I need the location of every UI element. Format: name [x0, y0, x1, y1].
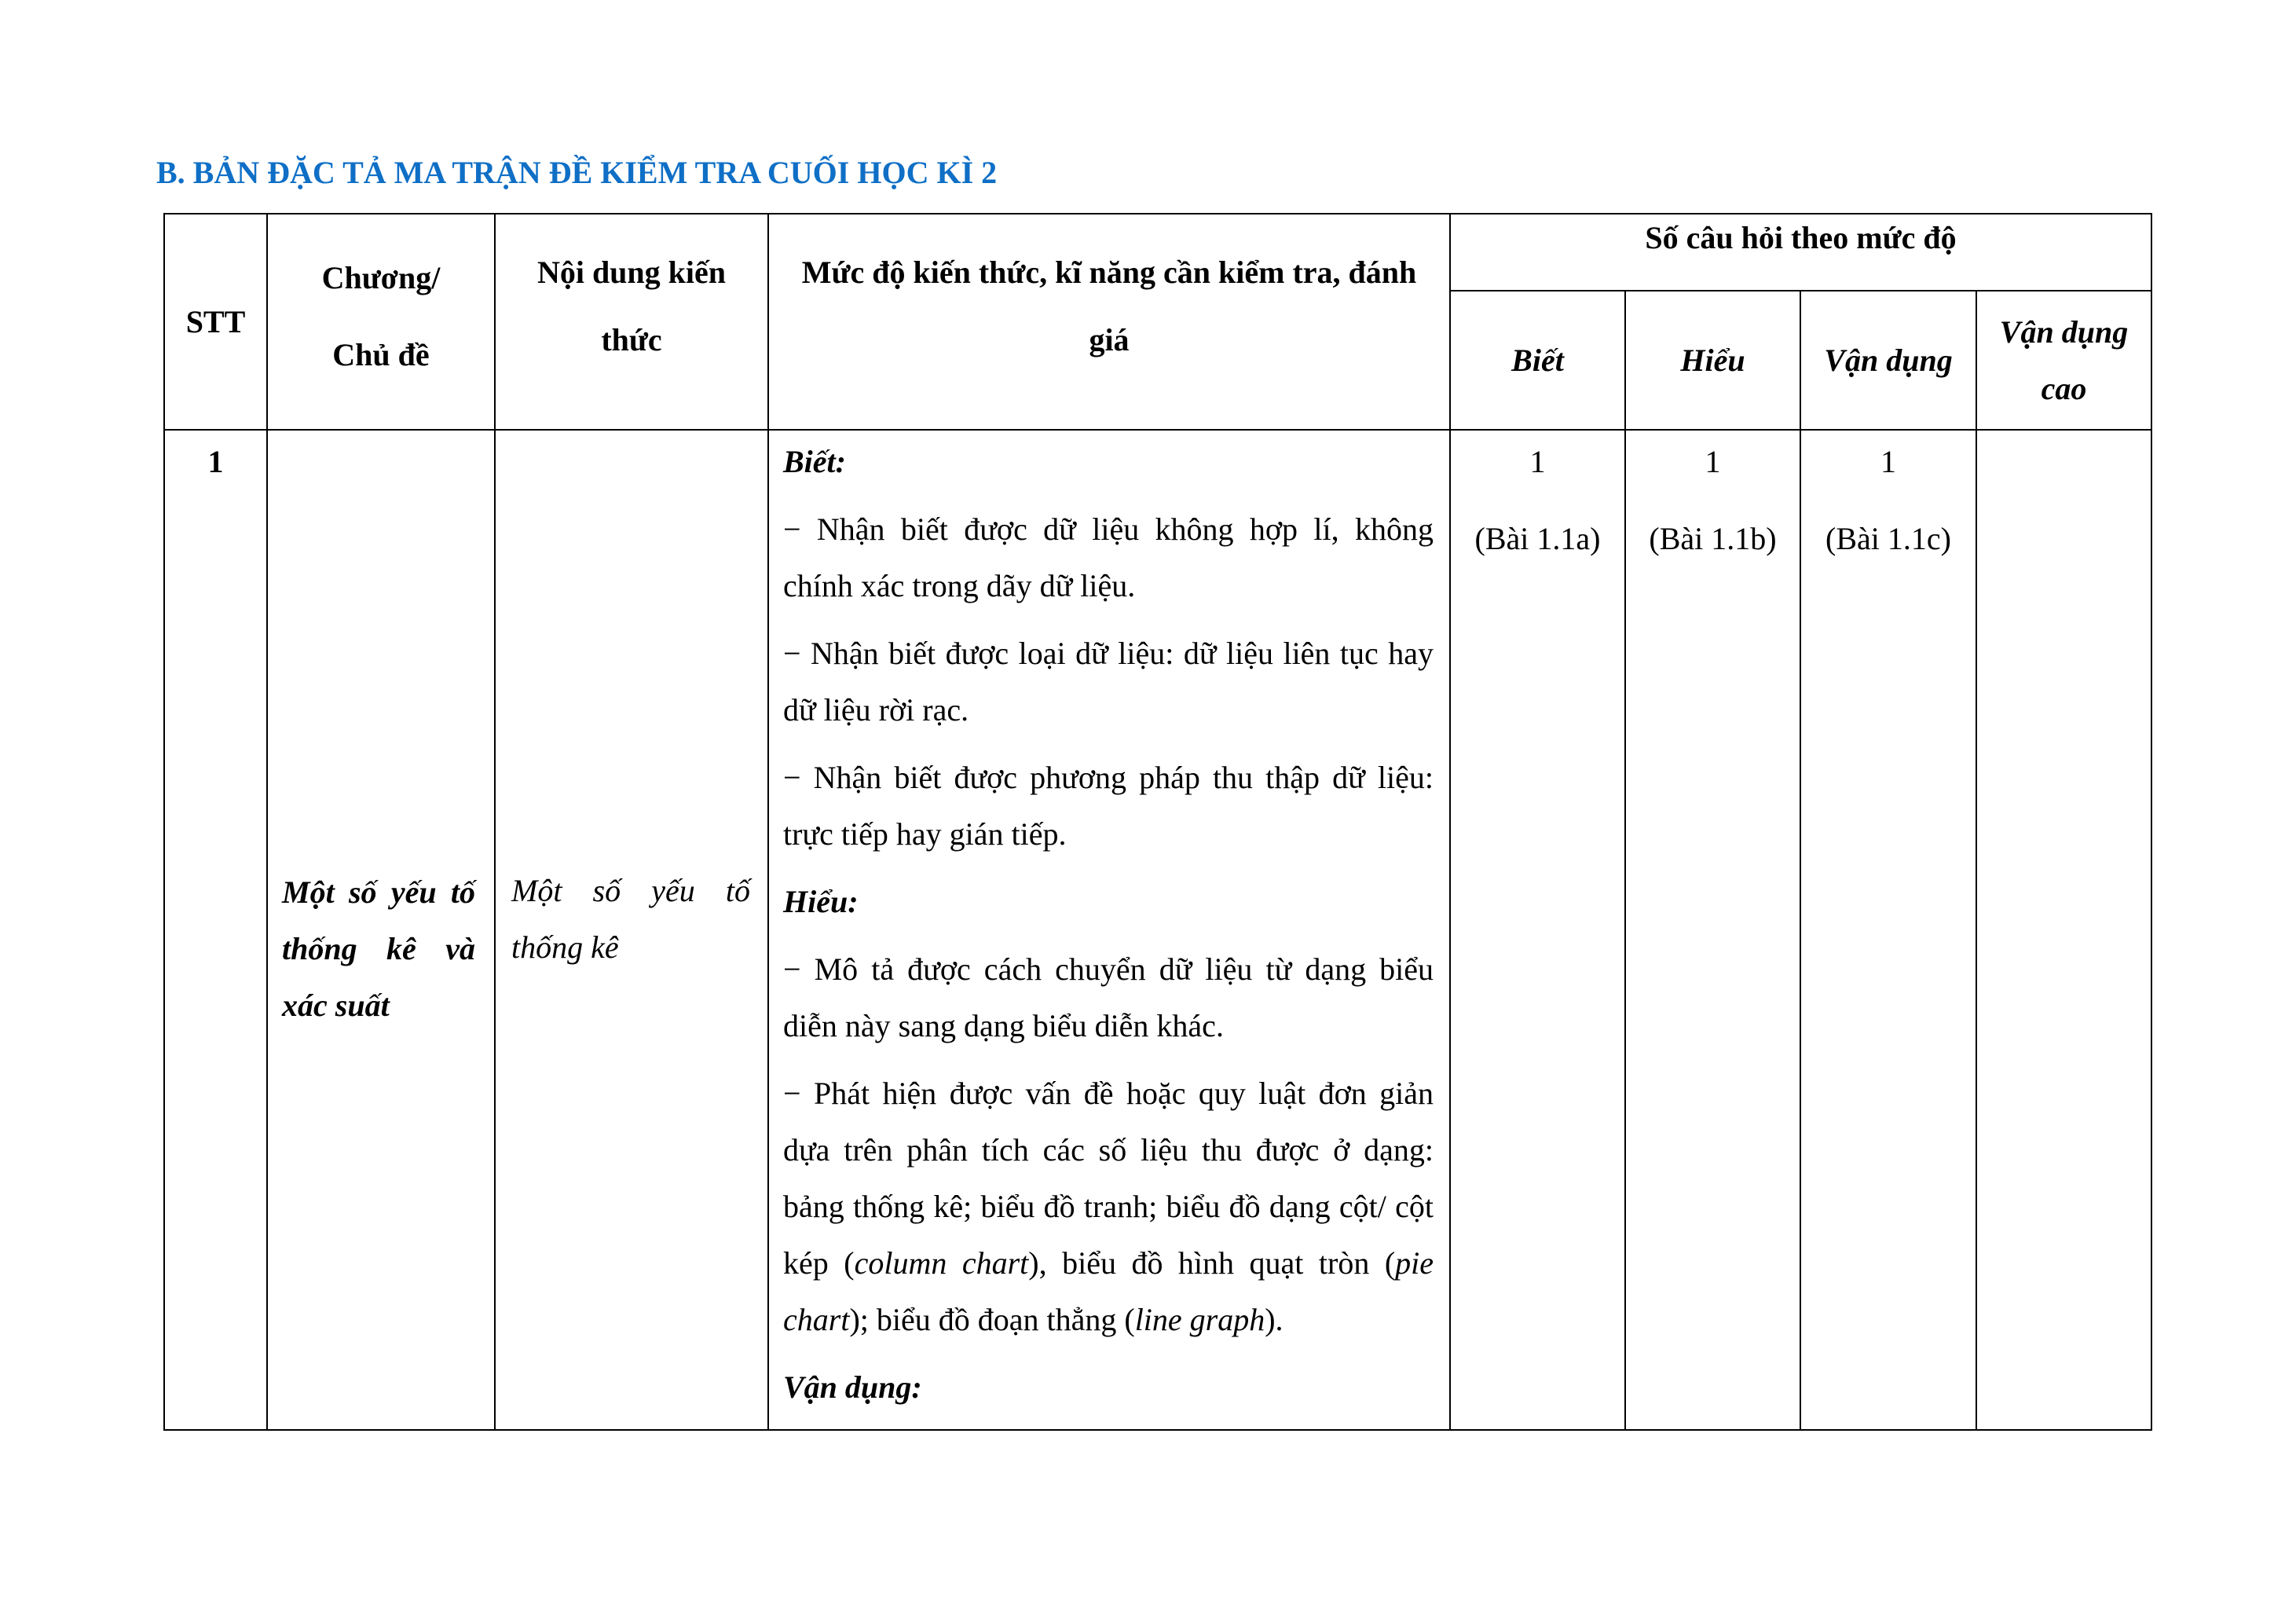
- row-topic: Một số yếu tố thống kê và xác suất: [267, 430, 495, 1430]
- header-requirement: Mức độ kiến thức, kĩ năng cần kiểm tra, đánh giá: [768, 214, 1450, 430]
- requirement-item: − Mô tả được cách chuyển dữ liệu từ dạng biểu diễn này sang dạng biểu diễn khác.: [783, 951, 1434, 1043]
- term-pie-chart: pie chart: [783, 1245, 1434, 1337]
- level-label-hieu: Hiểu:: [783, 884, 859, 919]
- term-column-chart: column chart: [854, 1245, 1029, 1281]
- requirement-item: − Nhận biết được phương pháp thu thập dữ liệu: trực tiếp hay gián tiếp.: [783, 760, 1434, 852]
- count-van-dung-cao: [1976, 430, 2151, 1430]
- header-stt: STT: [164, 214, 267, 430]
- count-van-dung: 1 (Bài 1.1c): [1800, 430, 1976, 1430]
- header-level-hieu: Hiểu: [1625, 291, 1800, 430]
- page-title: B. BẢN ĐẶC TẢ MA TRẬN ĐỀ KIỂM TRA CUỐI HỌC KÌ 2: [156, 155, 998, 190]
- row-stt: 1: [164, 430, 267, 1430]
- table-row: [164, 430, 2151, 1430]
- header-content: Nội dung kiến thức: [495, 214, 768, 430]
- level-label-van-dung: Vận dụng:: [783, 1369, 922, 1405]
- row-content: Một số yếu tố thống kê: [495, 430, 768, 1430]
- header-level-van-dung: Vận dụng: [1800, 291, 1976, 430]
- count-hieu: 1 (Bài 1.1b): [1625, 430, 1800, 1430]
- header-level-biet: Biết: [1450, 291, 1625, 430]
- specification-table: [163, 213, 2152, 1431]
- header-row: [164, 214, 2151, 291]
- row-requirements: [768, 430, 1450, 1430]
- count-biet: 1 (Bài 1.1a): [1450, 430, 1625, 1430]
- requirement-item: − Nhận biết được dữ liệu không hợp lí, không chính xác trong dãy dữ liệu.: [783, 511, 1434, 603]
- term-line-graph: line graph: [1134, 1302, 1265, 1337]
- requirement-item: − Nhận biết được loại dữ liệu: dữ liệu liên tục hay dữ liệu rời rạc.: [783, 636, 1434, 728]
- header-question-group: Số câu hỏi theo mức độ: [1450, 214, 2151, 291]
- header-level-van-dung-cao: Vận dụng cao: [1976, 291, 2151, 430]
- header-chapter: Chương/ Chủ đề: [267, 214, 495, 430]
- level-label-biet: Biết:: [783, 444, 846, 479]
- requirement-item: − Phát hiện được vấn đề hoặc quy luật đơn giản dựa trên phân tích các số liệu thu được ở dạng: bảng thống kê; biểu đồ tranh; biểu đồ dạng cột/ cột kép (column chart), biểu đồ hình quạt tròn (pie chart); biểu đồ đoạn thẳng (line graph).: [783, 1076, 1434, 1337]
